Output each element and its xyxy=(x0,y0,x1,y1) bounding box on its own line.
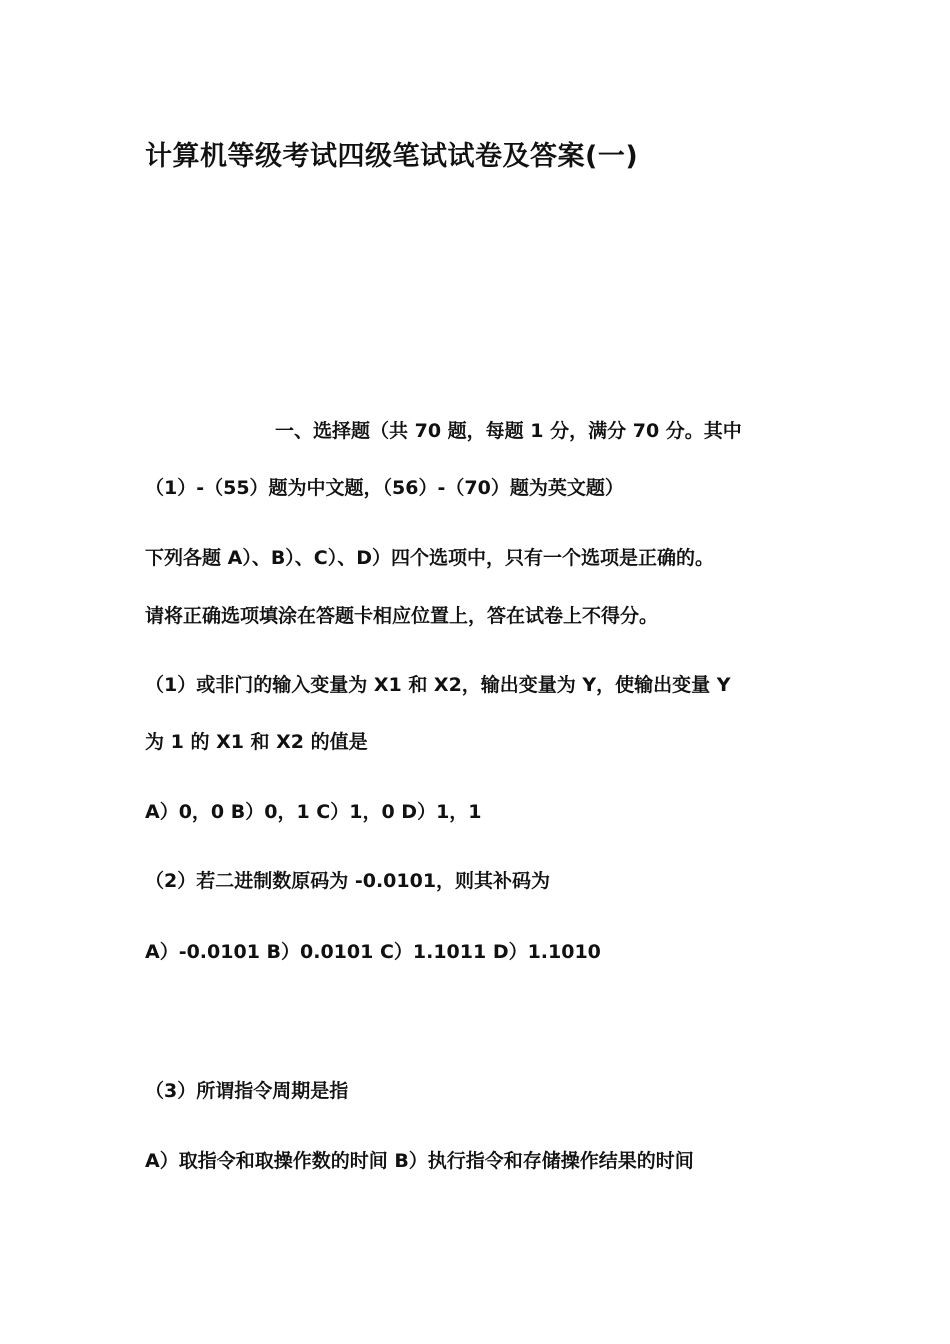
question-3-options: A）取指令和取操作数的时间 B）执行指令和存储操作结果的时间 xyxy=(145,1150,694,1172)
section-heading-line-1: 一、选择题（共 70 题，每题 1 分，满分 70 分。其中 xyxy=(275,420,742,442)
question-3-stem: （3）所谓指令周期是指 xyxy=(145,1080,349,1102)
document-title: 计算机等级考试四级笔试试卷及答案(一) xyxy=(145,141,639,172)
question-1-options: A）0，0 B）0，1 C）1，0 D）1，1 xyxy=(145,801,482,823)
section-heading-line-2: （1）-（55）题为中文题，（56）-（70）题为英文题） xyxy=(145,477,624,499)
question-1-stem-line-2: 为 1 的 X1 和 X2 的值是 xyxy=(145,731,368,753)
instruction-line-2: 请将正确选项填涂在答题卡相应位置上，答在试卷上不得分。 xyxy=(145,605,659,627)
question-2-stem: （2）若二进制数原码为 -0.0101，则其补码为 xyxy=(145,870,551,892)
instruction-line-1: 下列各题 A）、B）、C）、D）四个选项中，只有一个选项是正确的。 xyxy=(145,547,715,569)
question-1-stem-line-1: （1）或非门的输入变量为 X1 和 X2，输出变量为 Y，使输出变量 Y xyxy=(145,674,731,696)
question-2-options: A）-0.0101 B）0.0101 C）1.1011 D）1.1010 xyxy=(145,941,601,963)
